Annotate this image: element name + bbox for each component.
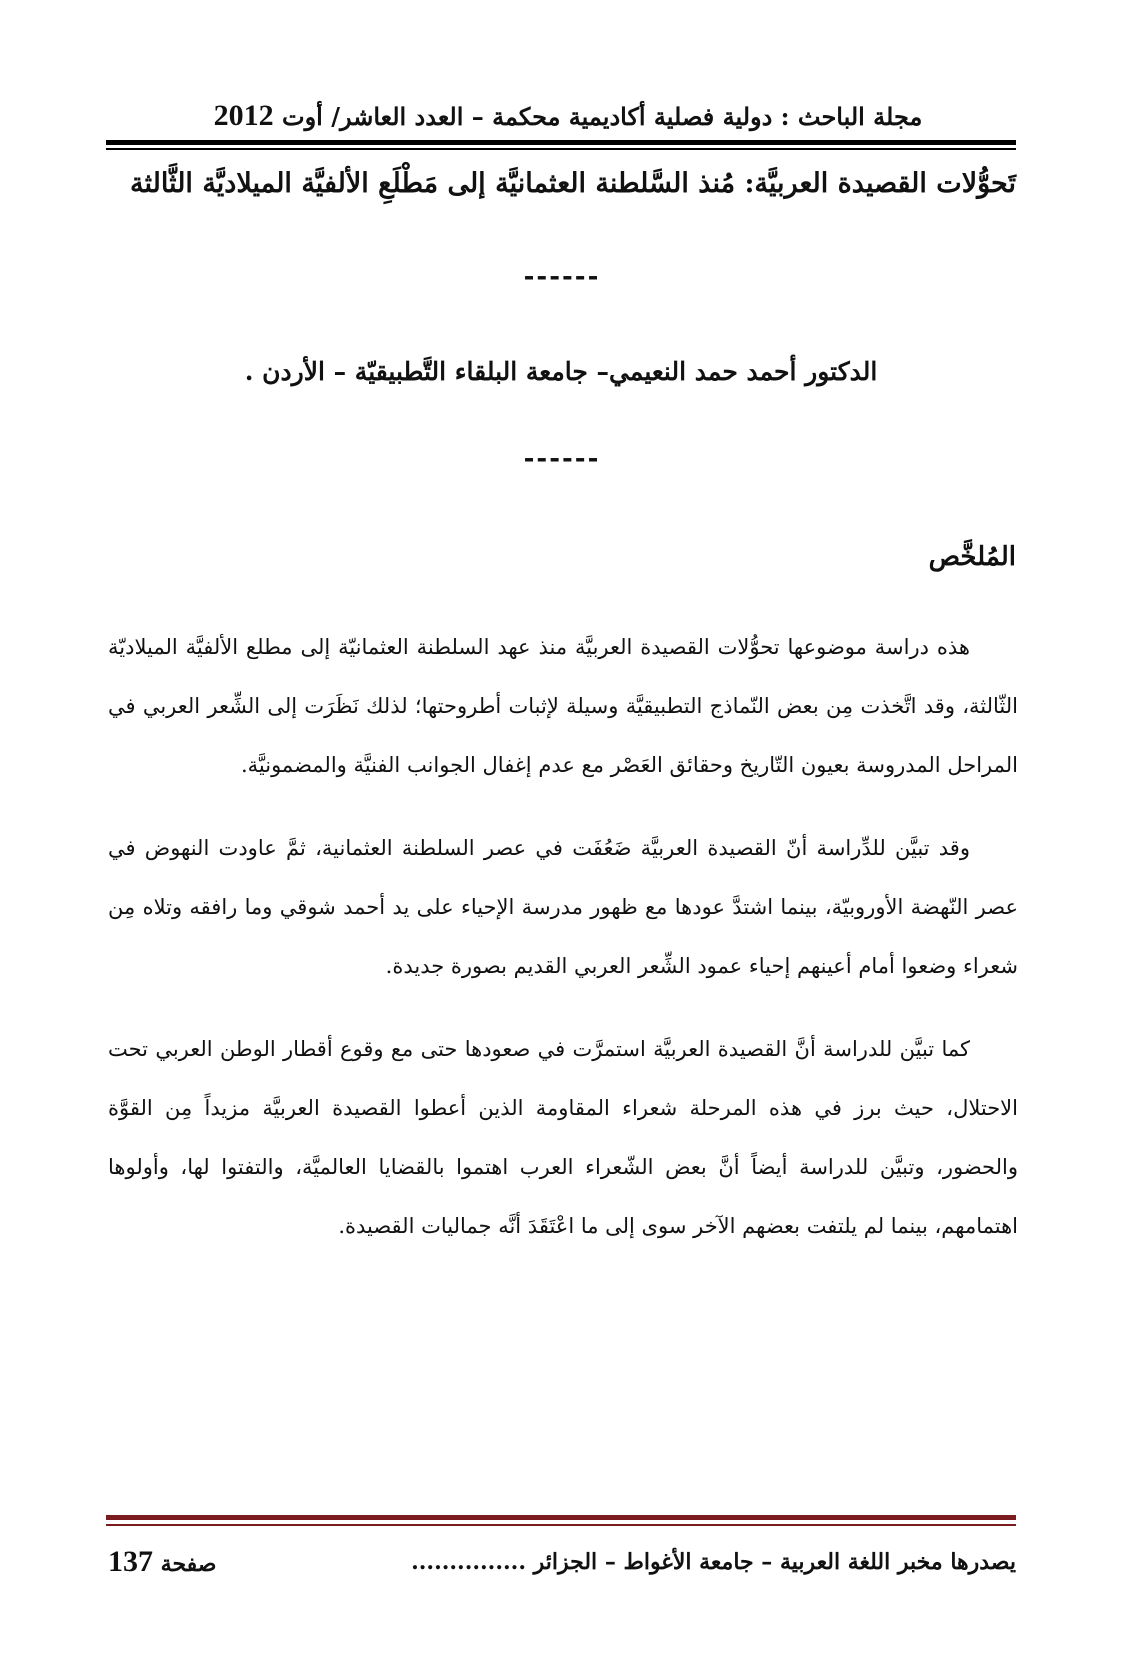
page-footer (108, 1540, 1016, 1584)
journal-header (120, 96, 1016, 136)
page-number: 137 (108, 1545, 153, 1578)
journal-line: مجلة الباحث : دولية فصلية أكاديمية محكمة – العدد العاشر/ أوت (282, 102, 923, 131)
abstract-paragraph-3: كما تبيَّن للدراسة أنَّ القصيدة العربيَّة استمرَّت في صعودها حتى مع وقوع أقطار الوطن العربي تحت الاحتلال، حيث برز في هذه المرحلة شعراء المقاومة الذين أعطوا القصيدة العربيَّة مزيداً مِن القوَّة والحضور، وتبيَّن للدراسة أيضاً أنَّ بعض الشّعراء العرب اهتموا بالقضايا العالميَّة، والتفتوا لها، وأولوها اهتمامهم، بينما لم يلتفت بعضهم الآخر سوى إلى ما اعْتَقَدَ أنَّه جماليات القصيدة. (108, 1037, 1018, 1238)
journal-year: 2012 (213, 99, 274, 132)
separator-top: ------ (523, 262, 601, 292)
separator-bottom: ------ (523, 444, 601, 474)
footer-rule-thick (106, 1515, 1016, 1520)
header-rule-thick (106, 140, 1016, 145)
page-number-block (108, 1540, 216, 1586)
publisher-line: يصدرها مخبر اللغة العربية – جامعة الأغواط – الجزائر ............... (411, 1549, 1016, 1575)
abstract-paragraph-1: هذه دراسة موضوعها تحوُّلات القصيدة العربيَّة منذ عهد السلطنة العثمانيّة إلى مطلع الألفيَّة الميلاديّة الثّالثة، وقد اتَّخذت مِن بعض النّماذج التطبيقيَّة وسيلة لإثبات أطروحتها؛ لذلك نَظَرَت إلى الشِّعر العربي في المراحل المدروسة بعيون التّاريخ وحقائق العَصْر مع عدم إغفال الجوانب الفنيَّة والمضمونيَّة. (108, 635, 1018, 777)
header-rule-thin (106, 148, 1016, 150)
abstract-body (108, 618, 1018, 1280)
abstract-heading: المُلخَّص (928, 542, 1016, 572)
abstract-paragraph-2: وقد تبيَّن للدِّراسة أنّ القصيدة العربيَّة ضَعُفَت في عصر السلطنة العثمانية، ثمَّ عاودت النهوض في عصر النّهضة الأوروبيّة، بينما اشتدَّ عودها مع ظهور مدرسة الإحياء على يد أحمد شوقي وما رافقه وتلاه مِن شعراء وضعوا أمام أعينهم إحياء عمود الشِّعر العربي القديم بصورة جديدة. (108, 836, 1018, 978)
footer-rule-thin (106, 1524, 1016, 1526)
author-line: الدكتور أحمد حمد النعيمي– جامعة البلقاء التَّطبيقيّة – الأردن . (244, 357, 878, 386)
article-title: تَحوُّلات القصيدة العربيَّة: مُنذ السَّلطنة العثمانيَّة إلى مَطْلَعِ الألفيَّة الميلاديَّة الثَّالثة (129, 168, 1016, 199)
page-label: صفحة (160, 1551, 217, 1577)
